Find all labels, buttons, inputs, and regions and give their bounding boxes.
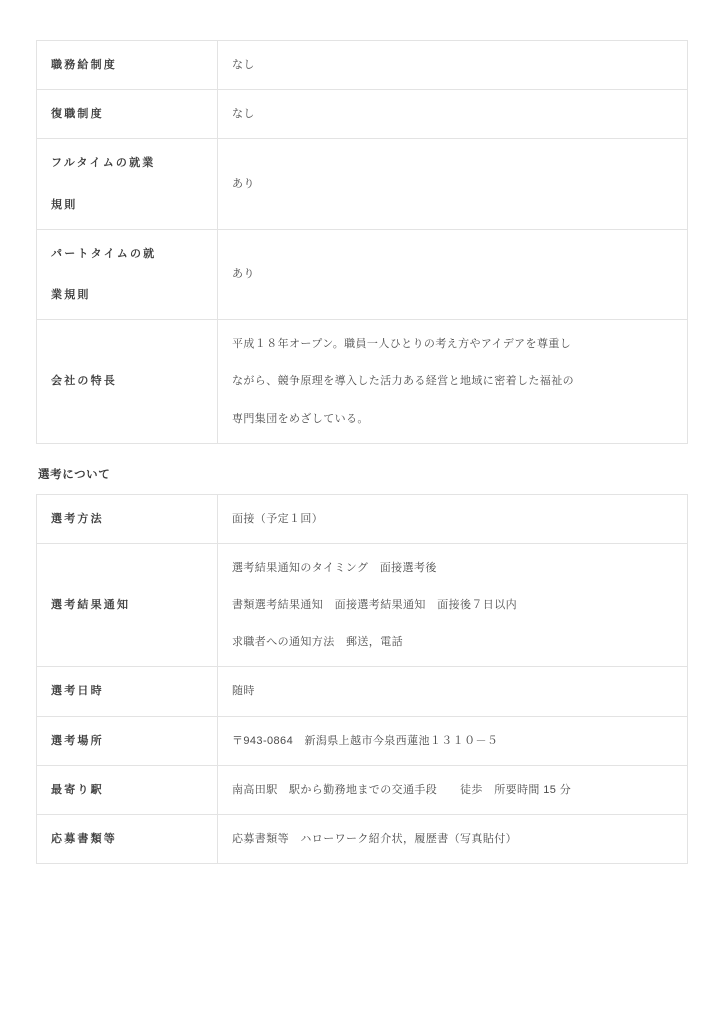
- row-value: [218, 90, 688, 139]
- page-bottom-spacer: [36, 864, 688, 904]
- label-line: 復職制度: [51, 108, 104, 121]
- value-line: 専門集団をめざしている。: [232, 412, 369, 425]
- table-row: [37, 765, 688, 814]
- row-label: [37, 765, 218, 814]
- table-row: [37, 229, 688, 319]
- value-line: 書類選考結果通知 面接選考結果通知 面接後７日以内: [232, 599, 517, 612]
- value-line: 〒943-0864 新潟県上越市今泉西蓮池１３１０－５: [232, 734, 499, 747]
- row-value: [218, 41, 688, 90]
- label-line: 選考方法: [51, 512, 104, 525]
- label-line: 職務給制度: [51, 59, 117, 71]
- label-line: 選考結果通知: [51, 599, 131, 612]
- table-row: [37, 716, 688, 765]
- value-line: 求職者への通知方法 郵送，電話: [232, 636, 403, 649]
- selection-info-body: [37, 494, 688, 864]
- value-line: 面接（予定１回）: [232, 512, 324, 525]
- table-row: [37, 320, 688, 444]
- label-line: 選考場所: [51, 734, 104, 747]
- table-row: [37, 667, 688, 716]
- value-line: 南高田駅 駅から勤務地までの交通手段 徒歩 所要時間 15 分: [232, 783, 572, 796]
- row-label: [37, 320, 218, 444]
- row-value: [218, 494, 688, 543]
- row-label: [37, 41, 218, 90]
- row-value: [218, 815, 688, 864]
- label-line: 業規則: [51, 288, 91, 301]
- row-value: [218, 139, 688, 229]
- value-line: なし: [232, 59, 255, 71]
- row-label: [37, 90, 218, 139]
- table-row: [37, 815, 688, 864]
- value-line: あり: [232, 268, 255, 281]
- value-line: あり: [232, 177, 255, 190]
- selection-info-table: [36, 494, 688, 865]
- value-line: 応募書類等 ハローワーク紹介状，履歴書（写真貼付）: [232, 833, 517, 845]
- table-row: [37, 494, 688, 543]
- value-line: 平成１８年オープン。職員一人ひとりの考え方やアイデアを尊重し: [232, 338, 572, 351]
- table-row: [37, 139, 688, 229]
- label-line: 規則: [51, 198, 78, 211]
- label-line: 選考日時: [51, 685, 104, 698]
- row-value: [218, 667, 688, 716]
- label-line: 会社の特長: [51, 375, 117, 388]
- company-info-table: [36, 40, 688, 444]
- row-label: [37, 543, 218, 667]
- row-value: [218, 716, 688, 765]
- row-value: [218, 229, 688, 319]
- value-line: ながら、競争原理を導入した活力ある経営と地域に密着した福祉の: [232, 375, 574, 388]
- company-info-body: [37, 41, 688, 444]
- value-line: 随時: [232, 685, 255, 698]
- row-value: [218, 765, 688, 814]
- value-line: 選考結果通知のタイミング 面接選考後: [232, 561, 437, 574]
- table-row: [37, 90, 688, 139]
- value-line: なし: [232, 108, 255, 121]
- row-value: [218, 543, 688, 667]
- label-line: フルタイムの就業: [51, 157, 156, 170]
- row-label: [37, 494, 218, 543]
- label-line: パートタイムの就: [51, 247, 157, 260]
- row-value: [218, 320, 688, 444]
- row-label: [37, 667, 218, 716]
- table-row: [37, 41, 688, 90]
- row-label: [37, 716, 218, 765]
- section-heading-selection: 選考について: [38, 468, 111, 481]
- row-label: [37, 229, 218, 319]
- row-label: [37, 139, 218, 229]
- label-line: 応募書類等: [51, 833, 117, 845]
- row-label: [37, 815, 218, 864]
- label-line: 最寄り駅: [51, 783, 104, 796]
- table-row: [37, 543, 688, 667]
